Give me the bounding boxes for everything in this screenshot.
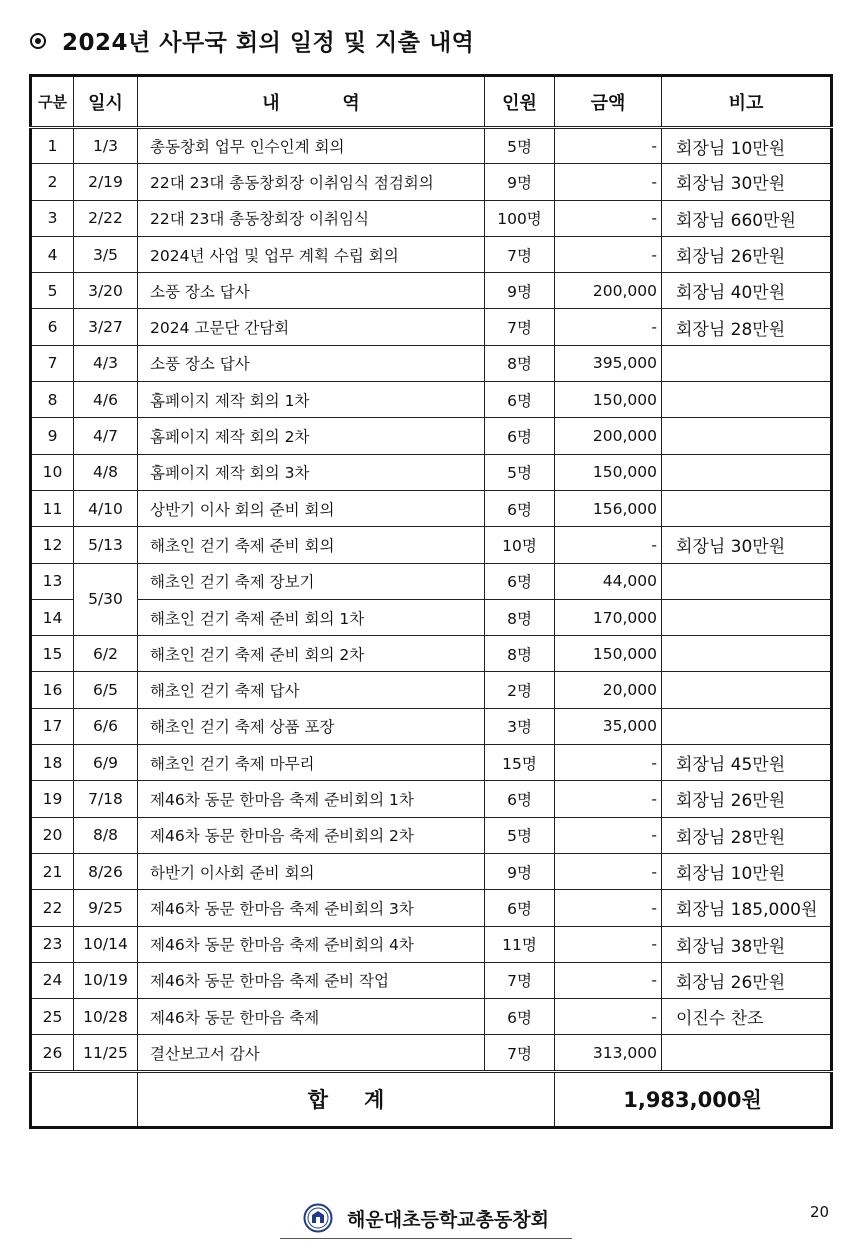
table-row <box>31 345 832 381</box>
row-date: 8/26 <box>74 853 138 889</box>
total-row <box>31 1071 832 1127</box>
row-content: 해초인 걷기 축제 준비 회의 1차 <box>138 599 485 635</box>
header-note: 비고 <box>662 76 832 128</box>
row-content: 해초인 걷기 축제 준비 회의 2차 <box>138 636 485 672</box>
row-no: 21 <box>31 853 74 889</box>
table-row <box>31 817 832 853</box>
row-content: 제46차 동문 한마음 축제 준비 작업 <box>138 962 485 998</box>
row-date: 7/18 <box>74 781 138 817</box>
row-people: 6명 <box>485 490 555 526</box>
row-no: 3 <box>31 200 74 236</box>
row-people: 5명 <box>485 454 555 490</box>
row-amount: - <box>555 236 662 272</box>
row-date: 3/5 <box>74 236 138 272</box>
row-people: 6명 <box>485 781 555 817</box>
table-row <box>31 890 832 926</box>
footer-org-name: 해운대초등학교총동창회 <box>347 1208 549 1231</box>
row-date: 11/25 <box>74 1035 138 1071</box>
row-date: 4/6 <box>74 382 138 418</box>
row-amount: - <box>555 853 662 889</box>
row-date: 6/5 <box>74 672 138 708</box>
bullet-icon <box>30 33 46 49</box>
row-note <box>662 382 832 418</box>
school-emblem-icon <box>303 1203 333 1233</box>
row-content: 총동창회 업무 인수인계 회의 <box>138 128 485 164</box>
header-content: 내 역 <box>138 76 485 128</box>
row-people: 5명 <box>485 817 555 853</box>
total-amount: 1,983,000원 <box>555 1071 832 1127</box>
row-amount: 150,000 <box>555 636 662 672</box>
row-date: 3/27 <box>74 309 138 345</box>
row-amount: 200,000 <box>555 418 662 454</box>
table-row <box>31 1035 832 1071</box>
row-content: 22대 23대 총동창회장 이취임식 점검회의 <box>138 164 485 200</box>
row-amount: 44,000 <box>555 563 662 599</box>
page-number: 20 <box>810 1203 830 1221</box>
row-note <box>662 418 832 454</box>
row-note: 회장님 28만원 <box>662 817 832 853</box>
header-amount: 금액 <box>555 76 662 128</box>
row-no: 8 <box>31 382 74 418</box>
row-no: 9 <box>31 418 74 454</box>
row-people: 8명 <box>485 345 555 381</box>
table-row <box>31 853 832 889</box>
row-people: 11명 <box>485 926 555 962</box>
row-content: 2024년 사업 및 업무 계획 수립 회의 <box>138 236 485 272</box>
table-row <box>31 418 832 454</box>
row-no: 24 <box>31 962 74 998</box>
row-date: 6/9 <box>74 745 138 781</box>
row-amount: 395,000 <box>555 345 662 381</box>
row-note: 회장님 10만원 <box>662 853 832 889</box>
row-people: 9명 <box>485 853 555 889</box>
row-date: 2/22 <box>74 200 138 236</box>
row-date: 1/3 <box>74 128 138 164</box>
row-content: 제46차 동문 한마음 축제 <box>138 999 485 1035</box>
row-note: 회장님 26만원 <box>662 962 832 998</box>
row-people: 7명 <box>485 309 555 345</box>
row-amount: - <box>555 926 662 962</box>
row-date: 4/3 <box>74 345 138 381</box>
header-no: 구분 <box>31 76 74 128</box>
row-note <box>662 563 832 599</box>
row-people: 9명 <box>485 273 555 309</box>
row-note <box>662 454 832 490</box>
row-amount: - <box>555 999 662 1035</box>
table-row <box>31 454 832 490</box>
row-date: 3/20 <box>74 273 138 309</box>
row-content: 제46차 동문 한마음 축제 준비회의 4차 <box>138 926 485 962</box>
row-note: 회장님 26만원 <box>662 781 832 817</box>
header-date: 일시 <box>74 76 138 128</box>
table-row <box>31 745 832 781</box>
row-amount: - <box>555 527 662 563</box>
row-date: 4/8 <box>74 454 138 490</box>
table-row <box>31 236 832 272</box>
table-row <box>31 527 832 563</box>
row-date: 9/25 <box>74 890 138 926</box>
row-date: 5/30 <box>74 563 138 636</box>
table-row <box>31 164 832 200</box>
row-note: 회장님 45만원 <box>662 745 832 781</box>
table-row <box>31 599 832 635</box>
table-row <box>31 563 832 599</box>
table-row <box>31 309 832 345</box>
row-no: 10 <box>31 454 74 490</box>
row-content: 해초인 걷기 축제 장보기 <box>138 563 485 599</box>
row-no: 26 <box>31 1035 74 1071</box>
row-content: 2024 고문단 간담회 <box>138 309 485 345</box>
row-people: 5명 <box>485 128 555 164</box>
row-no: 13 <box>31 563 74 599</box>
table-row <box>31 999 832 1035</box>
row-people: 100명 <box>485 200 555 236</box>
row-no: 14 <box>31 599 74 635</box>
row-no: 25 <box>31 999 74 1035</box>
table-row <box>31 128 832 164</box>
row-amount: 35,000 <box>555 708 662 744</box>
row-date: 6/6 <box>74 708 138 744</box>
row-people: 15명 <box>485 745 555 781</box>
row-no: 5 <box>31 273 74 309</box>
row-amount: - <box>555 164 662 200</box>
row-note: 회장님 40만원 <box>662 273 832 309</box>
table-row <box>31 926 832 962</box>
row-content: 하반기 이사회 준비 회의 <box>138 853 485 889</box>
table-row <box>31 672 832 708</box>
row-content: 22대 23대 총동창회장 이취임식 <box>138 200 485 236</box>
row-date: 4/7 <box>74 418 138 454</box>
row-note <box>662 1035 832 1071</box>
row-date: 10/28 <box>74 999 138 1035</box>
header-people: 인원 <box>485 76 555 128</box>
row-no: 18 <box>31 745 74 781</box>
row-note <box>662 636 832 672</box>
row-people: 9명 <box>485 164 555 200</box>
row-content: 해초인 걷기 축제 준비 회의 <box>138 527 485 563</box>
row-date: 8/8 <box>74 817 138 853</box>
row-people: 8명 <box>485 636 555 672</box>
row-note: 이진수 찬조 <box>662 999 832 1035</box>
table-row <box>31 636 832 672</box>
row-no: 6 <box>31 309 74 345</box>
expense-table <box>29 74 833 1129</box>
row-date: 5/13 <box>74 527 138 563</box>
row-people: 8명 <box>485 599 555 635</box>
row-people: 6명 <box>485 999 555 1035</box>
row-no: 2 <box>31 164 74 200</box>
page-title <box>30 24 474 57</box>
row-no: 15 <box>31 636 74 672</box>
row-amount: 313,000 <box>555 1035 662 1071</box>
row-note <box>662 708 832 744</box>
row-date: 10/14 <box>74 926 138 962</box>
row-note: 회장님 30만원 <box>662 527 832 563</box>
row-amount: 150,000 <box>555 382 662 418</box>
row-note: 회장님 26만원 <box>662 236 832 272</box>
page-title-text: 2024년 사무국 회의 일정 및 지출 내역 <box>62 30 475 56</box>
row-no: 19 <box>31 781 74 817</box>
row-amount: 170,000 <box>555 599 662 635</box>
row-no: 12 <box>31 527 74 563</box>
row-amount: - <box>555 309 662 345</box>
table-row <box>31 781 832 817</box>
row-note <box>662 490 832 526</box>
row-amount: - <box>555 817 662 853</box>
row-content: 소풍 장소 답사 <box>138 345 485 381</box>
table-row <box>31 962 832 998</box>
row-amount: - <box>555 200 662 236</box>
table-row <box>31 200 832 236</box>
row-people: 7명 <box>485 236 555 272</box>
row-amount: - <box>555 781 662 817</box>
table-row <box>31 708 832 744</box>
row-content: 해초인 걷기 축제 상품 포장 <box>138 708 485 744</box>
row-content: 홈페이지 제작 회의 2차 <box>138 418 485 454</box>
row-people: 7명 <box>485 1035 555 1071</box>
table-row <box>31 273 832 309</box>
row-content: 제46차 동문 한마음 축제 준비회의 1차 <box>138 781 485 817</box>
row-no: 1 <box>31 128 74 164</box>
row-no: 17 <box>31 708 74 744</box>
row-people: 7명 <box>485 962 555 998</box>
row-amount: 150,000 <box>555 454 662 490</box>
footer-org <box>280 1198 572 1239</box>
row-note <box>662 599 832 635</box>
row-no: 4 <box>31 236 74 272</box>
row-note: 회장님 28만원 <box>662 309 832 345</box>
row-no: 11 <box>31 490 74 526</box>
row-content: 홈페이지 제작 회의 3차 <box>138 454 485 490</box>
row-no: 7 <box>31 345 74 381</box>
row-no: 23 <box>31 926 74 962</box>
row-people: 10명 <box>485 527 555 563</box>
row-people: 3명 <box>485 708 555 744</box>
table-row <box>31 490 832 526</box>
row-content: 해초인 걷기 축제 마무리 <box>138 745 485 781</box>
row-date: 6/2 <box>74 636 138 672</box>
row-content: 소풍 장소 답사 <box>138 273 485 309</box>
row-people: 6명 <box>485 563 555 599</box>
row-content: 홈페이지 제작 회의 1차 <box>138 382 485 418</box>
row-people: 2명 <box>485 672 555 708</box>
row-amount: 20,000 <box>555 672 662 708</box>
row-note: 회장님 38만원 <box>662 926 832 962</box>
table-header-row <box>31 76 832 128</box>
table-row <box>31 382 832 418</box>
row-no: 16 <box>31 672 74 708</box>
total-label: 합계 <box>138 1071 555 1127</box>
total-blank-cell <box>31 1071 138 1127</box>
row-content: 제46차 동문 한마음 축제 준비회의 3차 <box>138 890 485 926</box>
row-amount: 156,000 <box>555 490 662 526</box>
row-amount: - <box>555 128 662 164</box>
row-date: 10/19 <box>74 962 138 998</box>
row-content: 제46차 동문 한마음 축제 준비회의 2차 <box>138 817 485 853</box>
row-amount: - <box>555 890 662 926</box>
row-amount: 200,000 <box>555 273 662 309</box>
row-no: 22 <box>31 890 74 926</box>
row-note <box>662 672 832 708</box>
row-note: 회장님 185,000원 <box>662 890 832 926</box>
row-amount: - <box>555 745 662 781</box>
row-date: 4/10 <box>74 490 138 526</box>
row-people: 6명 <box>485 418 555 454</box>
row-people: 6명 <box>485 382 555 418</box>
row-amount: - <box>555 962 662 998</box>
row-note: 회장님 660만원 <box>662 200 832 236</box>
row-note: 회장님 30만원 <box>662 164 832 200</box>
row-content: 해초인 걷기 축제 답사 <box>138 672 485 708</box>
row-people: 6명 <box>485 890 555 926</box>
row-no: 20 <box>31 817 74 853</box>
row-note: 회장님 10만원 <box>662 128 832 164</box>
row-content: 상반기 이사 회의 준비 회의 <box>138 490 485 526</box>
row-content: 결산보고서 감사 <box>138 1035 485 1071</box>
row-date: 2/19 <box>74 164 138 200</box>
row-note <box>662 345 832 381</box>
